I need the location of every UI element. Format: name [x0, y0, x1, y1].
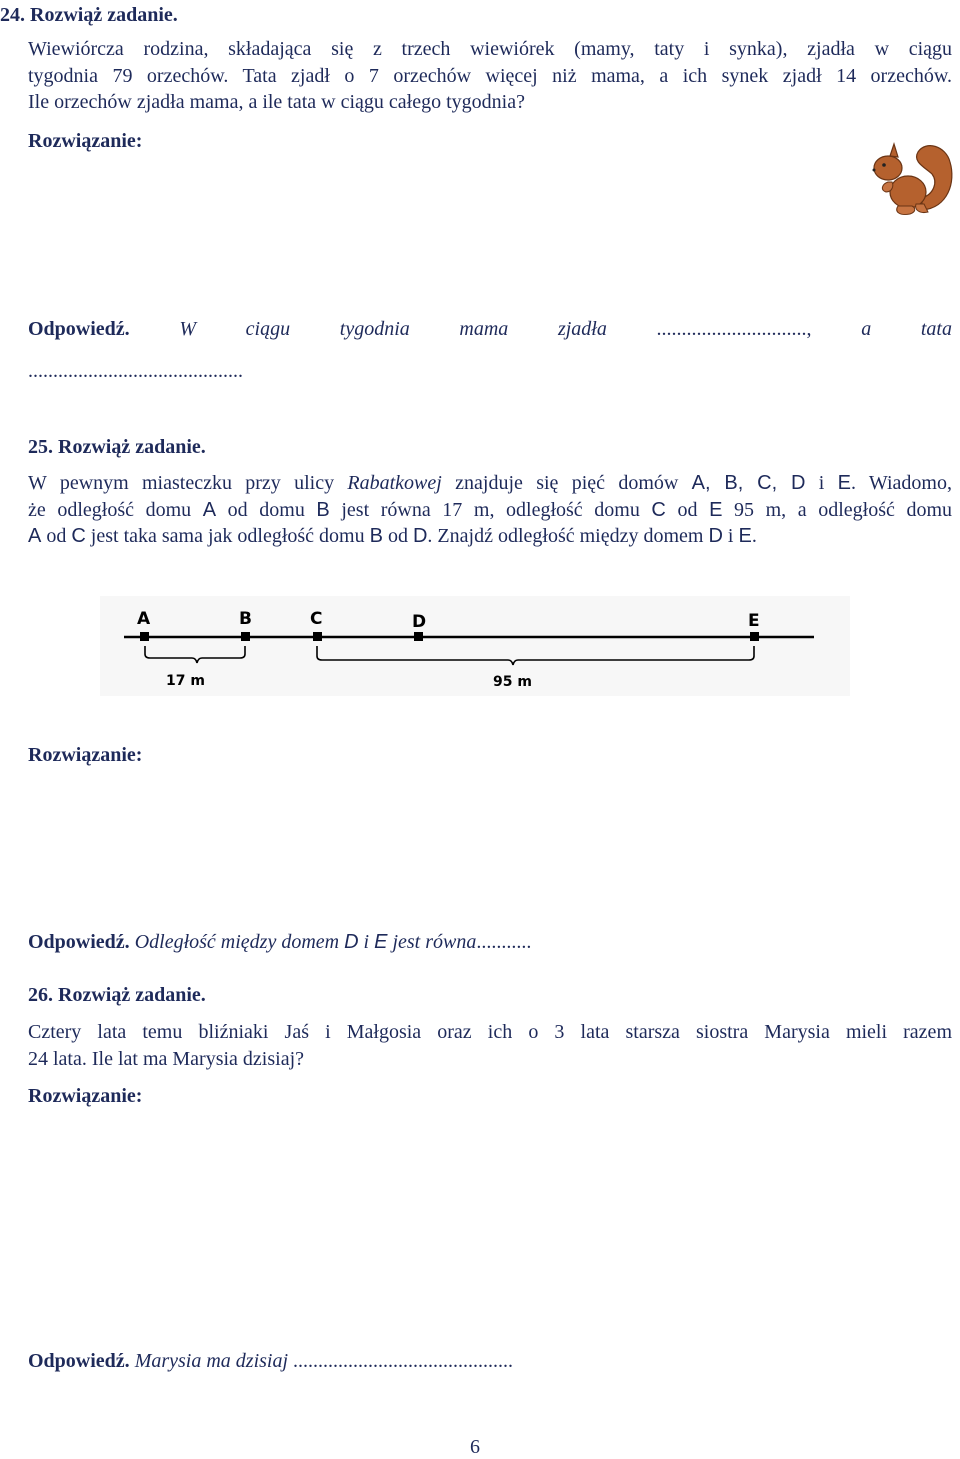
task25-line1 — [28, 470, 952, 497]
task25-answer-text-a: Odległość między domem — [129, 931, 345, 953]
task25-t2d: od — [665, 498, 710, 521]
house-e-3: E — [738, 525, 752, 547]
marker-c — [313, 632, 322, 641]
task26-answer — [28, 1350, 513, 1373]
task25-solution-label: Rozwiązanie: — [28, 744, 143, 766]
task25-answer-e: E — [374, 931, 388, 953]
task26-line2: 24 lata. Ile lat ma Marysia dzisiaj? — [28, 1047, 305, 1070]
task24-answer-word-3: tygodnia — [339, 318, 410, 340]
house-d-2: D — [708, 525, 723, 547]
task25-line3 — [28, 523, 952, 550]
task26-heading: 26. Rozwiąż zadanie. — [28, 984, 206, 1006]
task24-solution-label: Rozwiązanie: — [28, 130, 143, 152]
task24-answer-blank-2[interactable]: ........................................... — [28, 360, 243, 382]
task25-t1e: . Wiadomo, — [850, 472, 952, 494]
point-label-e: E — [748, 611, 760, 631]
point-label-c: C — [310, 609, 323, 629]
task25-heading: 25. Rozwiąż zadanie. — [28, 436, 206, 458]
task24-line2: tygodnia 79 orzechów. Tata zjadł o 7 orzechów więcej niż mama, a ich synek zjadł 14 orzechów. — [28, 64, 952, 87]
task24-line1-text: Wiewiórcza rodzina, składająca się z trzech wiewiórek (mamy, taty i synka), zjadła w ciągu — [28, 38, 952, 60]
task24-answer-word-6: a — [861, 318, 872, 340]
marker-d — [414, 632, 423, 641]
distance-label-17m: 17 m — [166, 673, 205, 689]
task25-answer-blank[interactable]: ........... — [476, 931, 532, 953]
task26-answer-label: Odpowiedź. — [28, 1350, 130, 1372]
task25-t2e: 95 m, a odległość domu — [722, 498, 953, 521]
marker-e — [750, 632, 759, 641]
house-e-2: E — [709, 498, 723, 521]
task25-answer-d: D — [344, 931, 359, 953]
task25-answer-label: Odpowiedź. — [28, 931, 130, 953]
marker-b — [241, 632, 250, 641]
house-a: A — [202, 498, 217, 521]
task24-answer-word-4: mama — [459, 318, 509, 340]
task25-t1c: znajduje się pięć domów — [441, 472, 692, 494]
street-diagram — [100, 596, 850, 696]
page-number: 6 — [470, 1436, 480, 1458]
point-label-a: A — [137, 609, 151, 629]
task25-answer — [28, 931, 531, 954]
task24-answer-word-2: ciągu — [245, 318, 291, 340]
point-label-b: B — [239, 609, 252, 629]
squirrel-illustration — [864, 138, 956, 222]
task25-t3f: . — [751, 525, 757, 547]
house-c-2: C — [71, 525, 86, 547]
task24-text — [28, 36, 952, 116]
house-c: C — [651, 498, 666, 521]
task24-answer-label: Odpowiedź. — [28, 318, 130, 340]
task25-text — [28, 470, 952, 550]
distance-label-95m: 95 m — [493, 674, 532, 690]
task25-line2 — [28, 497, 952, 524]
house-e: E — [837, 472, 851, 494]
task25-answer-text-c: jest równa — [387, 931, 477, 953]
task24-answer-word-1: W — [179, 318, 197, 340]
point-label-d: D — [412, 612, 427, 632]
house-b-2: B — [369, 525, 383, 547]
task25-t3c: od — [382, 525, 413, 547]
diagram-background — [100, 596, 850, 696]
task24-heading: 24. Rozwiąż zadanie. — [0, 4, 178, 26]
task25-t3a: od — [41, 525, 72, 547]
task25-t2a: że odległość domu — [28, 498, 203, 521]
house-b: B — [316, 498, 330, 521]
task24-line3: Ile orzechów zjadła mama, a ile tata w ciągu całego tygodnia? — [28, 91, 525, 113]
task26-answer-blank[interactable]: ............................................ — [288, 1350, 514, 1372]
street-name: Rabatkowej — [347, 472, 442, 494]
house-list: A, B, C, D — [691, 472, 806, 494]
task26-solution-label: Rozwiązanie: — [28, 1085, 143, 1107]
task25-t1d: i — [805, 472, 838, 494]
task26-line1: Cztery lata temu bliźniaki Jaś i Małgosia oraz ich o 3 lata starsza siostra Marysia mieli razem — [28, 1021, 952, 1043]
task25-answer-text-b: i — [358, 931, 375, 953]
house-d: D — [412, 525, 428, 547]
task25-t2c: jest równa 17 m, odległość domu — [329, 498, 652, 521]
task25-t3d: . Znajdź odległość między domem — [427, 525, 709, 547]
task25-t3e: i — [722, 525, 739, 547]
task24-answer-blank-1[interactable]: .............................., — [656, 318, 812, 340]
task24-answer-word-7: tata — [920, 318, 952, 340]
task26-text — [28, 1019, 952, 1072]
marker-a — [140, 632, 149, 641]
task24-answer-word-5: zjadła — [557, 318, 607, 340]
task26-answer-text: Marysia ma dzisiaj — [129, 1350, 289, 1372]
task25-t2b: od domu — [216, 498, 317, 521]
task24-answer — [28, 318, 952, 341]
task25-t3b: jest taka sama jak odległość domu — [85, 525, 370, 547]
task25-t1a: W pewnym miasteczku przy ulicy — [28, 472, 348, 494]
house-a-2: A — [28, 525, 42, 547]
task24-line1 — [28, 36, 952, 63]
